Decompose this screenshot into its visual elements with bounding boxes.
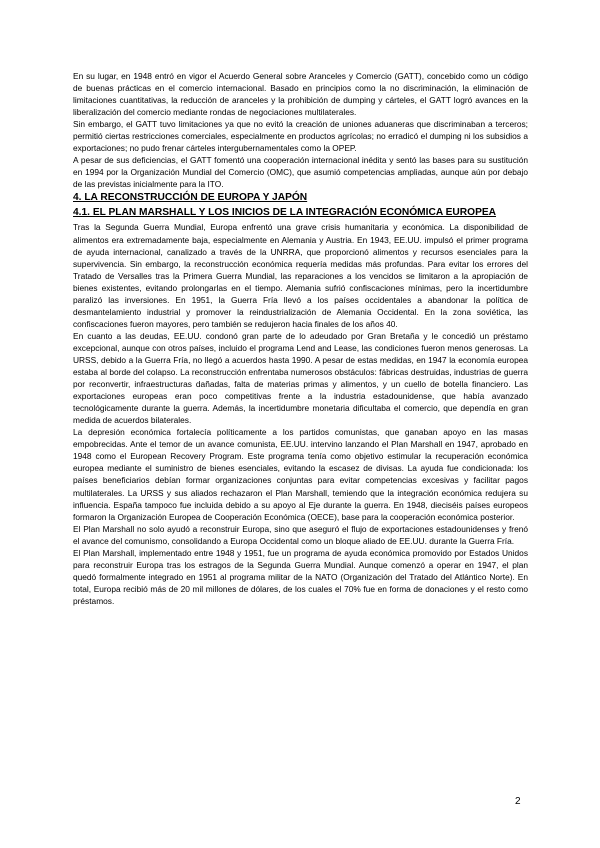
paragraph: El Plan Marshall, implementado entre 1948 y 1951, fue un programa de ayuda económica promovido por Estados Unidos para reconstruir Europa tras los estragos de la Segunda Guerra Mundial. Aunque comenzó a operar en 1947, el plan quedó formalmente integrado en 1951 al programa militar de la NATO (Organización del Tratado del Atlántico Norte). En total, Europa recibió más de 20 mil millones de dólares, de los cuales el 70% fue en forma de donaciones y el resto como préstamos. <box>73 547 528 606</box>
paragraph: A pesar de sus deficiencias, el GATT fomentó una cooperación internacional inédita y sentó las bases para su sustitución en 1994 por la Organización Mundial del Comercio (OMC), que asumió competencias ampliadas, aunque aún por debajo de las previstas inicialmente para la ITO. <box>73 155 528 190</box>
page-number: 2 <box>515 796 521 807</box>
subsection-heading: 4.1. EL PLAN MARSHALL Y LOS INICIOS DE LA INTEGRACIÓN ECONÓMICA EUROPEA <box>73 207 497 219</box>
paragraph: El Plan Marshall no solo ayudó a reconstruir Europa, sino que aseguró el flujo de exportaciones estadounidenses y frenó el avance del comunismo, consolidando a Europa Occidental como un bloque aliado de EE.UU. durante la Guerra Fría. <box>73 523 528 546</box>
page-body <box>73 70 528 607</box>
paragraph: En su lugar, en 1948 entró en vigor el Acuerdo General sobre Aranceles y Comercio (GATT), concebido como un código de buenas prácticas en el comercio internacional. Basado en principios como la no discriminación, la eliminación de limitaciones cuantitativas, la reducción de aranceles y la prohibición de dumping y cárteles, el GATT logró avances en la liberalización del comercio mediante rondas de negociaciones multilaterales. <box>73 71 528 118</box>
paragraph: En cuanto a las deudas, EE.UU. condonó gran parte de lo adeudado por Gran Bretaña y le concedió un préstamo excepcional, aunque con otros países, incluido el programa Lend and Lease, las condiciones fueron menos generosas. La URSS, debido a la Guerra Fría, no llegó a acuerdos hasta 1990. A pesar de estas medidas, en 1947 la economía europea estaba al borde del colapso. La reconstrucción enfrentaba numerosos obstáculos: fábricas destruidas, industrias de guerra por reconvertir, infraestructuras dañadas, falta de materias primas y alimentos, y un cuello de botella financiero. Las exportaciones europeas eran poco competitivas frente a la industria estadounidense, que había avanzado tecnológicamente durante la guerra. Además, la incertidumbre monetaria dificultaba el comercio, que dependía en gran medida de acuerdos bilaterales. <box>73 330 528 426</box>
paragraph: La depresión económica fortalecía políticamente a los partidos comunistas, que ganaban apoyo en las masas empobrecidas. Ante el temor de un avance comunista, EE.UU. intervino lanzando el Plan Marshall en 1947, aprobado en 1948 como el European Recovery Program. Este programa tenía como objetivo estimular la recuperación económica europea mediante el suministro de bienes esenciales, evitando la escasez de divisas. La ayuda fue condicionada: los países beneficiarios debían formar organizaciones conjuntas para evitar competencias excesivas y facilitar pagos multilaterales. La URSS y sus aliados rechazaron el Plan Marshall, temiendo que la integración económica redujera su influencia. España tampoco fue incluida debido a su apoyo al Eje durante la guerra. En 1948, dieciséis países europeos formaron la Organización Europea de Cooperación Económica (OECE), base para la cooperación económica posterior. <box>73 427 528 522</box>
section-heading: 4. LA RECONSTRUCCIÓN DE EUROPA Y JAPÓN <box>73 192 308 204</box>
paragraph: Sin embargo, el GATT tuvo limitaciones ya que no evitó la creación de uniones aduaneras que discriminaban a terceros; permitió ciertas restricciones comerciales, especialmente en productos agrícolas; no erradicó el dumping ni los subsidios a exportaciones; no pudo frenar cárteles intergubernamentales como la OPEP. <box>73 119 528 154</box>
paragraph: Tras la Segunda Guerra Mundial, Europa enfrentó una grave crisis humanitaria y económica. La disponibilidad de alimentos era extremadamente baja, especialmente en Alemania y Austria. En 1943, EE.UU. impulsó el primer programa de ayuda internacional, canalizado a través de la UNRRA, que proporcionó alimentos y recursos esenciales para la supervivencia. Sin embargo, la reconstrucción económica requería medidas más profundas. Para evitar los errores del Tratado de Versalles tras la Primera Guerra Mundial, las reparaciones a los vencidos se limitaron a la apropiación de bienes existentes, evitando prolongarlas en el tiempo. Alemania sufrió confiscaciones mínimas, pero la incertidumbre paralizó las inversiones. En 1951, la Guerra Fría llevó a los países occidentales a abandonar la política de desmantelamiento industrial y promover la reindustrialización de Alemania Occidental. En la zona soviética, las confiscaciones fueron mayores, pero también se redujeron hacia finales de los años 40. <box>73 222 528 329</box>
